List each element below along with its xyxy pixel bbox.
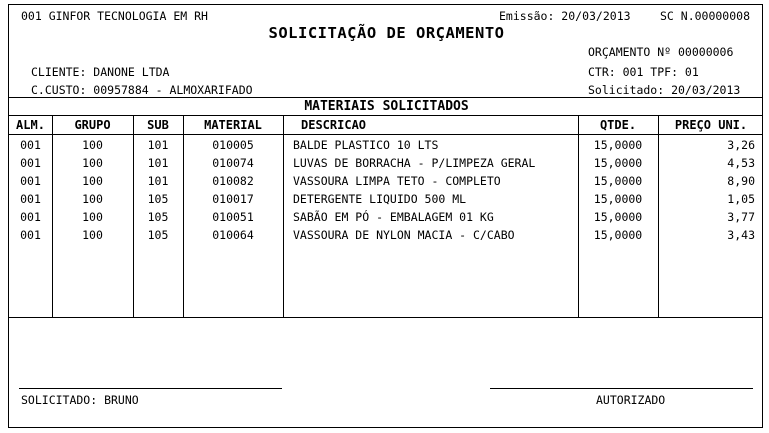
budget-request-form: [8, 4, 763, 428]
section-divider: [9, 115, 762, 116]
col-sub-header: SUB: [147, 118, 169, 132]
cell-grupo: 100: [82, 210, 103, 224]
section-title: MATERIAIS SOLICITADOS: [304, 99, 469, 114]
cell-qtde: 15,0000: [593, 174, 643, 188]
company-name: 001 GINFOR TECNOLOGIA EM RH: [21, 9, 208, 23]
authorizer-signature-line: [490, 388, 753, 389]
cell-grupo: 100: [82, 174, 103, 188]
cell-material: 010005: [212, 138, 254, 152]
cell-preco: 1,05: [727, 192, 755, 206]
cell-sub: 105: [147, 192, 169, 206]
cell-descricao: BALDE PLASTICO 10 LTS: [293, 138, 439, 152]
cell-alm: 001: [20, 228, 41, 242]
cell-descricao: LUVAS DE BORRACHA - P/LIMPEZA GERAL: [293, 156, 536, 170]
table-row: [9, 190, 764, 208]
col-qtde-header: QTDE.: [599, 118, 637, 132]
cell-grupo: 100: [82, 138, 103, 152]
authorized-label: AUTORIZADO: [596, 393, 666, 407]
cost-center: C.CUSTO: 00957884 - ALMOXARIFADO: [31, 83, 253, 97]
table-row: [9, 136, 764, 154]
table-row: [9, 154, 764, 172]
sc-number: SC N.00000008: [660, 9, 751, 23]
cell-preco: 8,90: [727, 174, 755, 188]
budget-number: ORÇAMENTO Nº 00000006: [588, 45, 734, 59]
cell-preco: 3,26: [727, 138, 755, 152]
cell-material: 010017: [212, 192, 254, 206]
page-title: SOLICITAÇÃO DE ORÇAMENTO: [268, 24, 505, 42]
emission-date: Emissão: 20/03/2013: [499, 9, 631, 23]
cell-alm: 001: [20, 138, 41, 152]
cell-alm: 001: [20, 210, 41, 224]
cell-sub: 101: [147, 156, 169, 170]
cell-descricao: DETERGENTE LIQUIDO 500 ML: [293, 192, 467, 206]
cell-sub: 101: [147, 174, 169, 188]
cell-sub: 105: [147, 228, 169, 242]
cell-grupo: 100: [82, 192, 103, 206]
ctr-tpf: CTR: 001 TPF: 01: [588, 65, 699, 79]
requester-signature-line: [19, 388, 282, 389]
col-descricao-header: DESCRICAO: [301, 118, 367, 132]
cell-grupo: 100: [82, 228, 103, 242]
table-row: [9, 208, 764, 226]
table-row: [9, 172, 764, 190]
cell-preco: 3,77: [727, 210, 755, 224]
col-grupo-header: GRUPO: [74, 118, 111, 132]
cell-material: 010064: [212, 228, 254, 242]
col-preco-header: PREÇO UNI.: [674, 118, 748, 132]
table-bottom-divider: [9, 317, 762, 318]
table-header-divider: [9, 134, 762, 135]
header-divider: [9, 97, 762, 98]
cell-alm: 001: [20, 192, 41, 206]
cell-material: 010074: [212, 156, 254, 170]
table-row: [9, 226, 764, 244]
col-alm-header: ALM.: [16, 118, 45, 132]
cell-descricao: VASSOURA LIMPA TETO - COMPLETO: [293, 174, 501, 188]
cell-qtde: 15,0000: [593, 156, 643, 170]
requested-by: SOLICITADO: BRUNO: [21, 393, 139, 407]
requested-date: Solicitado: 20/03/2013: [588, 83, 741, 97]
cell-grupo: 100: [82, 156, 103, 170]
cell-descricao: VASSOURA DE NYLON MACIA - C/CABO: [293, 228, 515, 242]
cell-alm: 001: [20, 174, 41, 188]
cell-qtde: 15,0000: [593, 228, 643, 242]
client-name: CLIENTE: DANONE LTDA: [31, 65, 170, 79]
col-material-header: MATERIAL: [204, 118, 262, 132]
cell-descricao: SABÃO EM PÓ - EMBALAGEM 01 KG: [293, 210, 494, 224]
cell-sub: 101: [147, 138, 169, 152]
cell-qtde: 15,0000: [593, 210, 643, 224]
cell-preco: 4,53: [727, 156, 755, 170]
cell-sub: 105: [147, 210, 169, 224]
cell-material: 010082: [212, 174, 254, 188]
cell-qtde: 15,0000: [593, 138, 643, 152]
cell-preco: 3,43: [727, 228, 755, 242]
cell-material: 010051: [212, 210, 254, 224]
cell-alm: 001: [20, 156, 41, 170]
cell-qtde: 15,0000: [593, 192, 643, 206]
